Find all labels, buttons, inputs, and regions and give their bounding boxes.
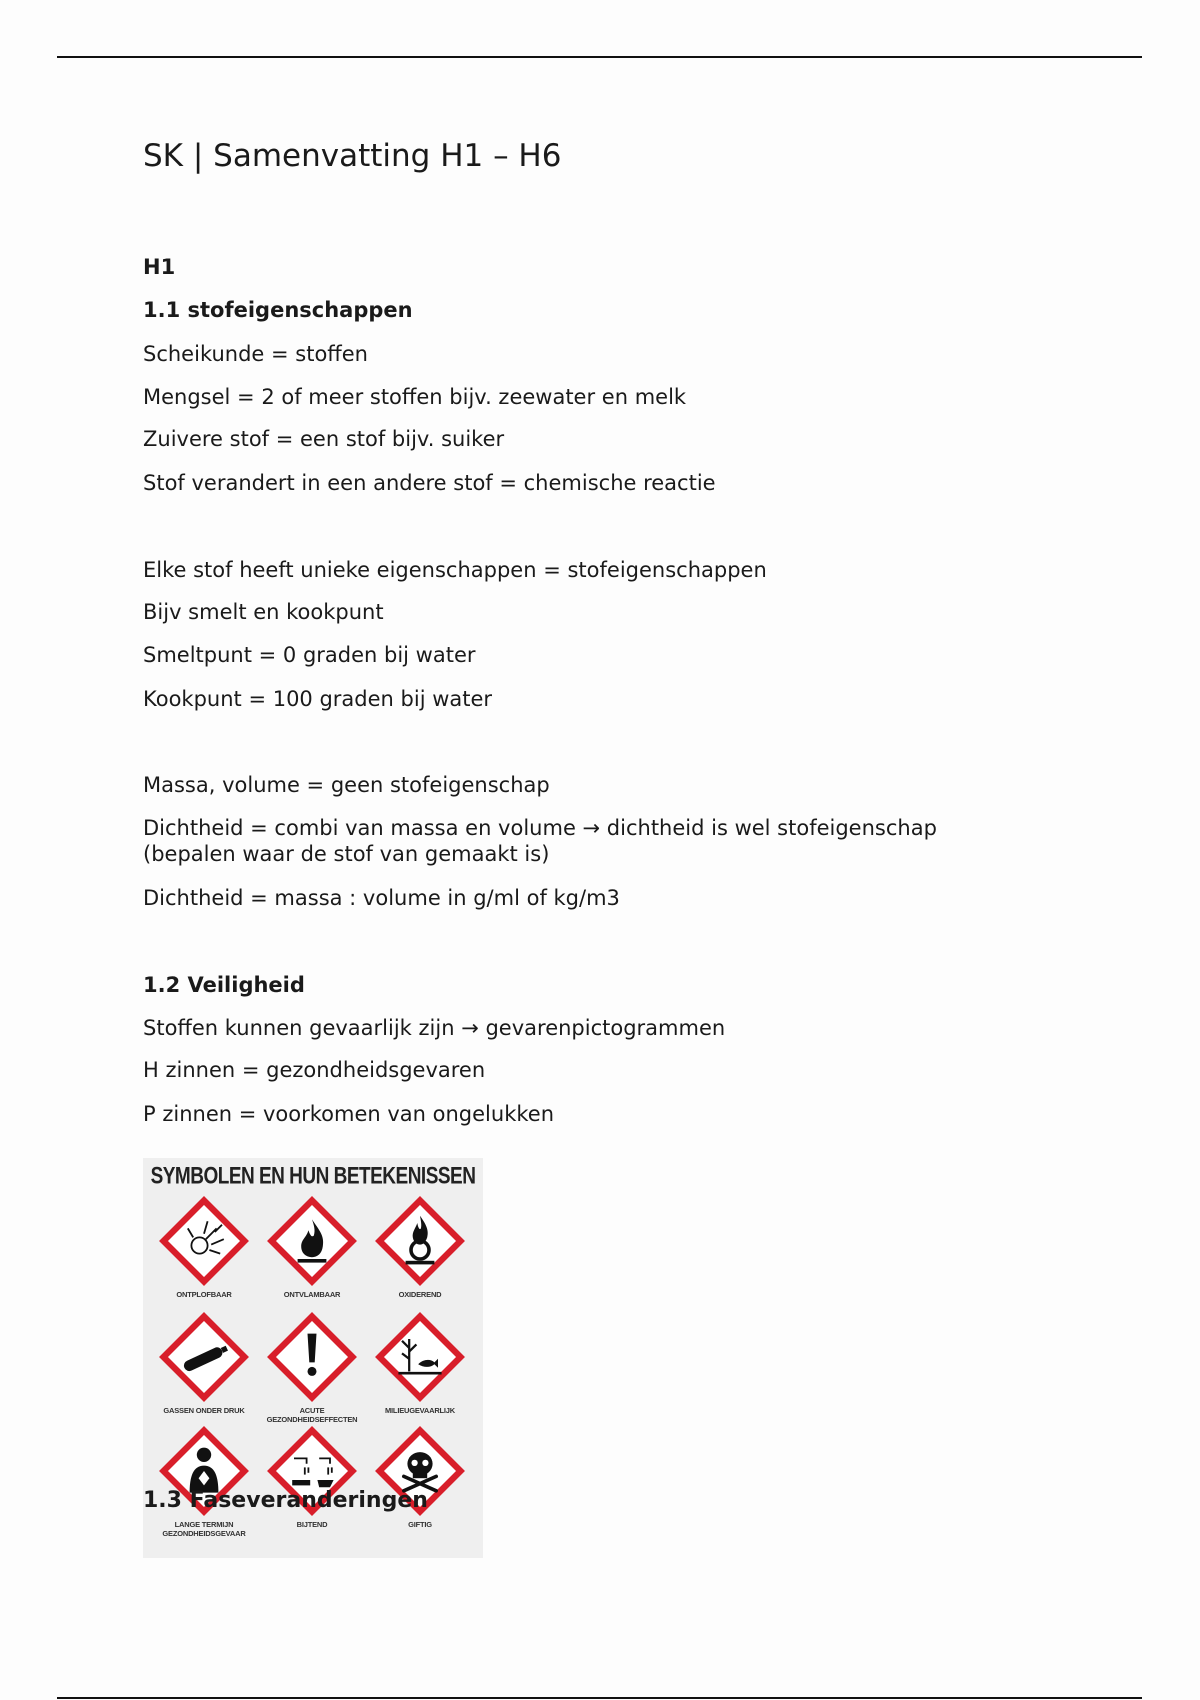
paragraph-line: Zuivere stof = een stof bijv. suiker xyxy=(143,427,505,451)
paragraph-line: Scheikunde = stoffen xyxy=(143,342,368,366)
flame-icon xyxy=(267,1196,357,1286)
section-heading-1-1: 1.1 stofeigenschappen xyxy=(143,298,413,322)
pictogram-label: GIFTIG xyxy=(408,1520,432,1529)
pictogram-label: OXIDEREND xyxy=(398,1290,442,1299)
pictogram-label: BIJTEND xyxy=(296,1520,328,1529)
pictogram-chart-title: SYMBOLEN EN HUN BETEKENISSEN xyxy=(150,1163,476,1190)
pictogram-cell xyxy=(257,1426,367,1529)
pictogram-cell xyxy=(365,1426,475,1529)
footer-rule xyxy=(57,1697,1142,1699)
pictogram-label: ONTVLAMBAAR xyxy=(283,1290,341,1299)
paragraph-line: Mengsel = 2 of meer stoffen bijv. zeewater en melk xyxy=(143,385,687,409)
pictogram-cell xyxy=(149,1426,259,1538)
document-title: SK | Samenvatting H1 – H6 xyxy=(143,138,562,174)
pictogram-label: MILIEUGEVAARLIJK xyxy=(385,1406,455,1415)
paragraph-line: Smeltpunt = 0 graden bij water xyxy=(143,643,476,667)
gas-cylinder-icon xyxy=(159,1312,249,1402)
flame-over-circle-icon xyxy=(375,1196,465,1286)
environment-icon xyxy=(375,1312,465,1402)
pictogram-cell xyxy=(257,1312,367,1424)
pictogram-cell xyxy=(257,1196,367,1299)
exclamation-mark-icon xyxy=(267,1312,357,1402)
chapter-heading: H1 xyxy=(143,255,176,279)
paragraph-line: Kookpunt = 100 graden bij water xyxy=(143,687,493,711)
paragraph-line: Dichtheid = combi van massa en volume → dichtheid is wel stofeigenschap xyxy=(143,816,937,840)
pictogram-cell xyxy=(149,1196,259,1299)
pictogram-cell xyxy=(365,1312,475,1415)
pictogram-cell xyxy=(149,1312,259,1415)
pictogram-label: GASSEN ONDER DRUK xyxy=(163,1406,245,1415)
exploding-bomb-icon xyxy=(159,1196,249,1286)
paragraph-line: Dichtheid = massa : volume in g/ml of kg/m3 xyxy=(143,886,620,910)
paragraph-line: Stof verandert in een andere stof = chemische reactie xyxy=(143,471,716,495)
pictogram-label: LANGE TERMIJN GEZONDHEIDSGEVAAR xyxy=(162,1520,246,1538)
paragraph-line: H zinnen = gezondheidsgevaren xyxy=(143,1058,486,1082)
paragraph-line: Bijv smelt en kookpunt xyxy=(143,600,384,624)
paragraph-line: Massa, volume = geen stofeigenschap xyxy=(143,773,550,797)
paragraph-line: (bepalen waar de stof van gemaakt is) xyxy=(143,842,550,866)
header-rule xyxy=(57,56,1142,58)
paragraph-line: Stoffen kunnen gevaarlijk zijn → gevarenpictogrammen xyxy=(143,1016,726,1040)
paragraph-line: Elke stof heeft unieke eigenschappen = stofeigenschappen xyxy=(143,558,767,582)
pictogram-label: ACUTE GEZONDHEIDSEFFECTEN xyxy=(266,1406,358,1424)
paragraph-line: P zinnen = voorkomen van ongelukken xyxy=(143,1102,555,1126)
pictogram-label: ONTPLOFBAAR xyxy=(176,1290,232,1299)
section-heading-1-2: 1.2 Veiligheid xyxy=(143,973,305,997)
section-heading-1-3: 1.3 Faseveranderingen xyxy=(143,1488,428,1513)
pictogram-cell xyxy=(365,1196,475,1299)
